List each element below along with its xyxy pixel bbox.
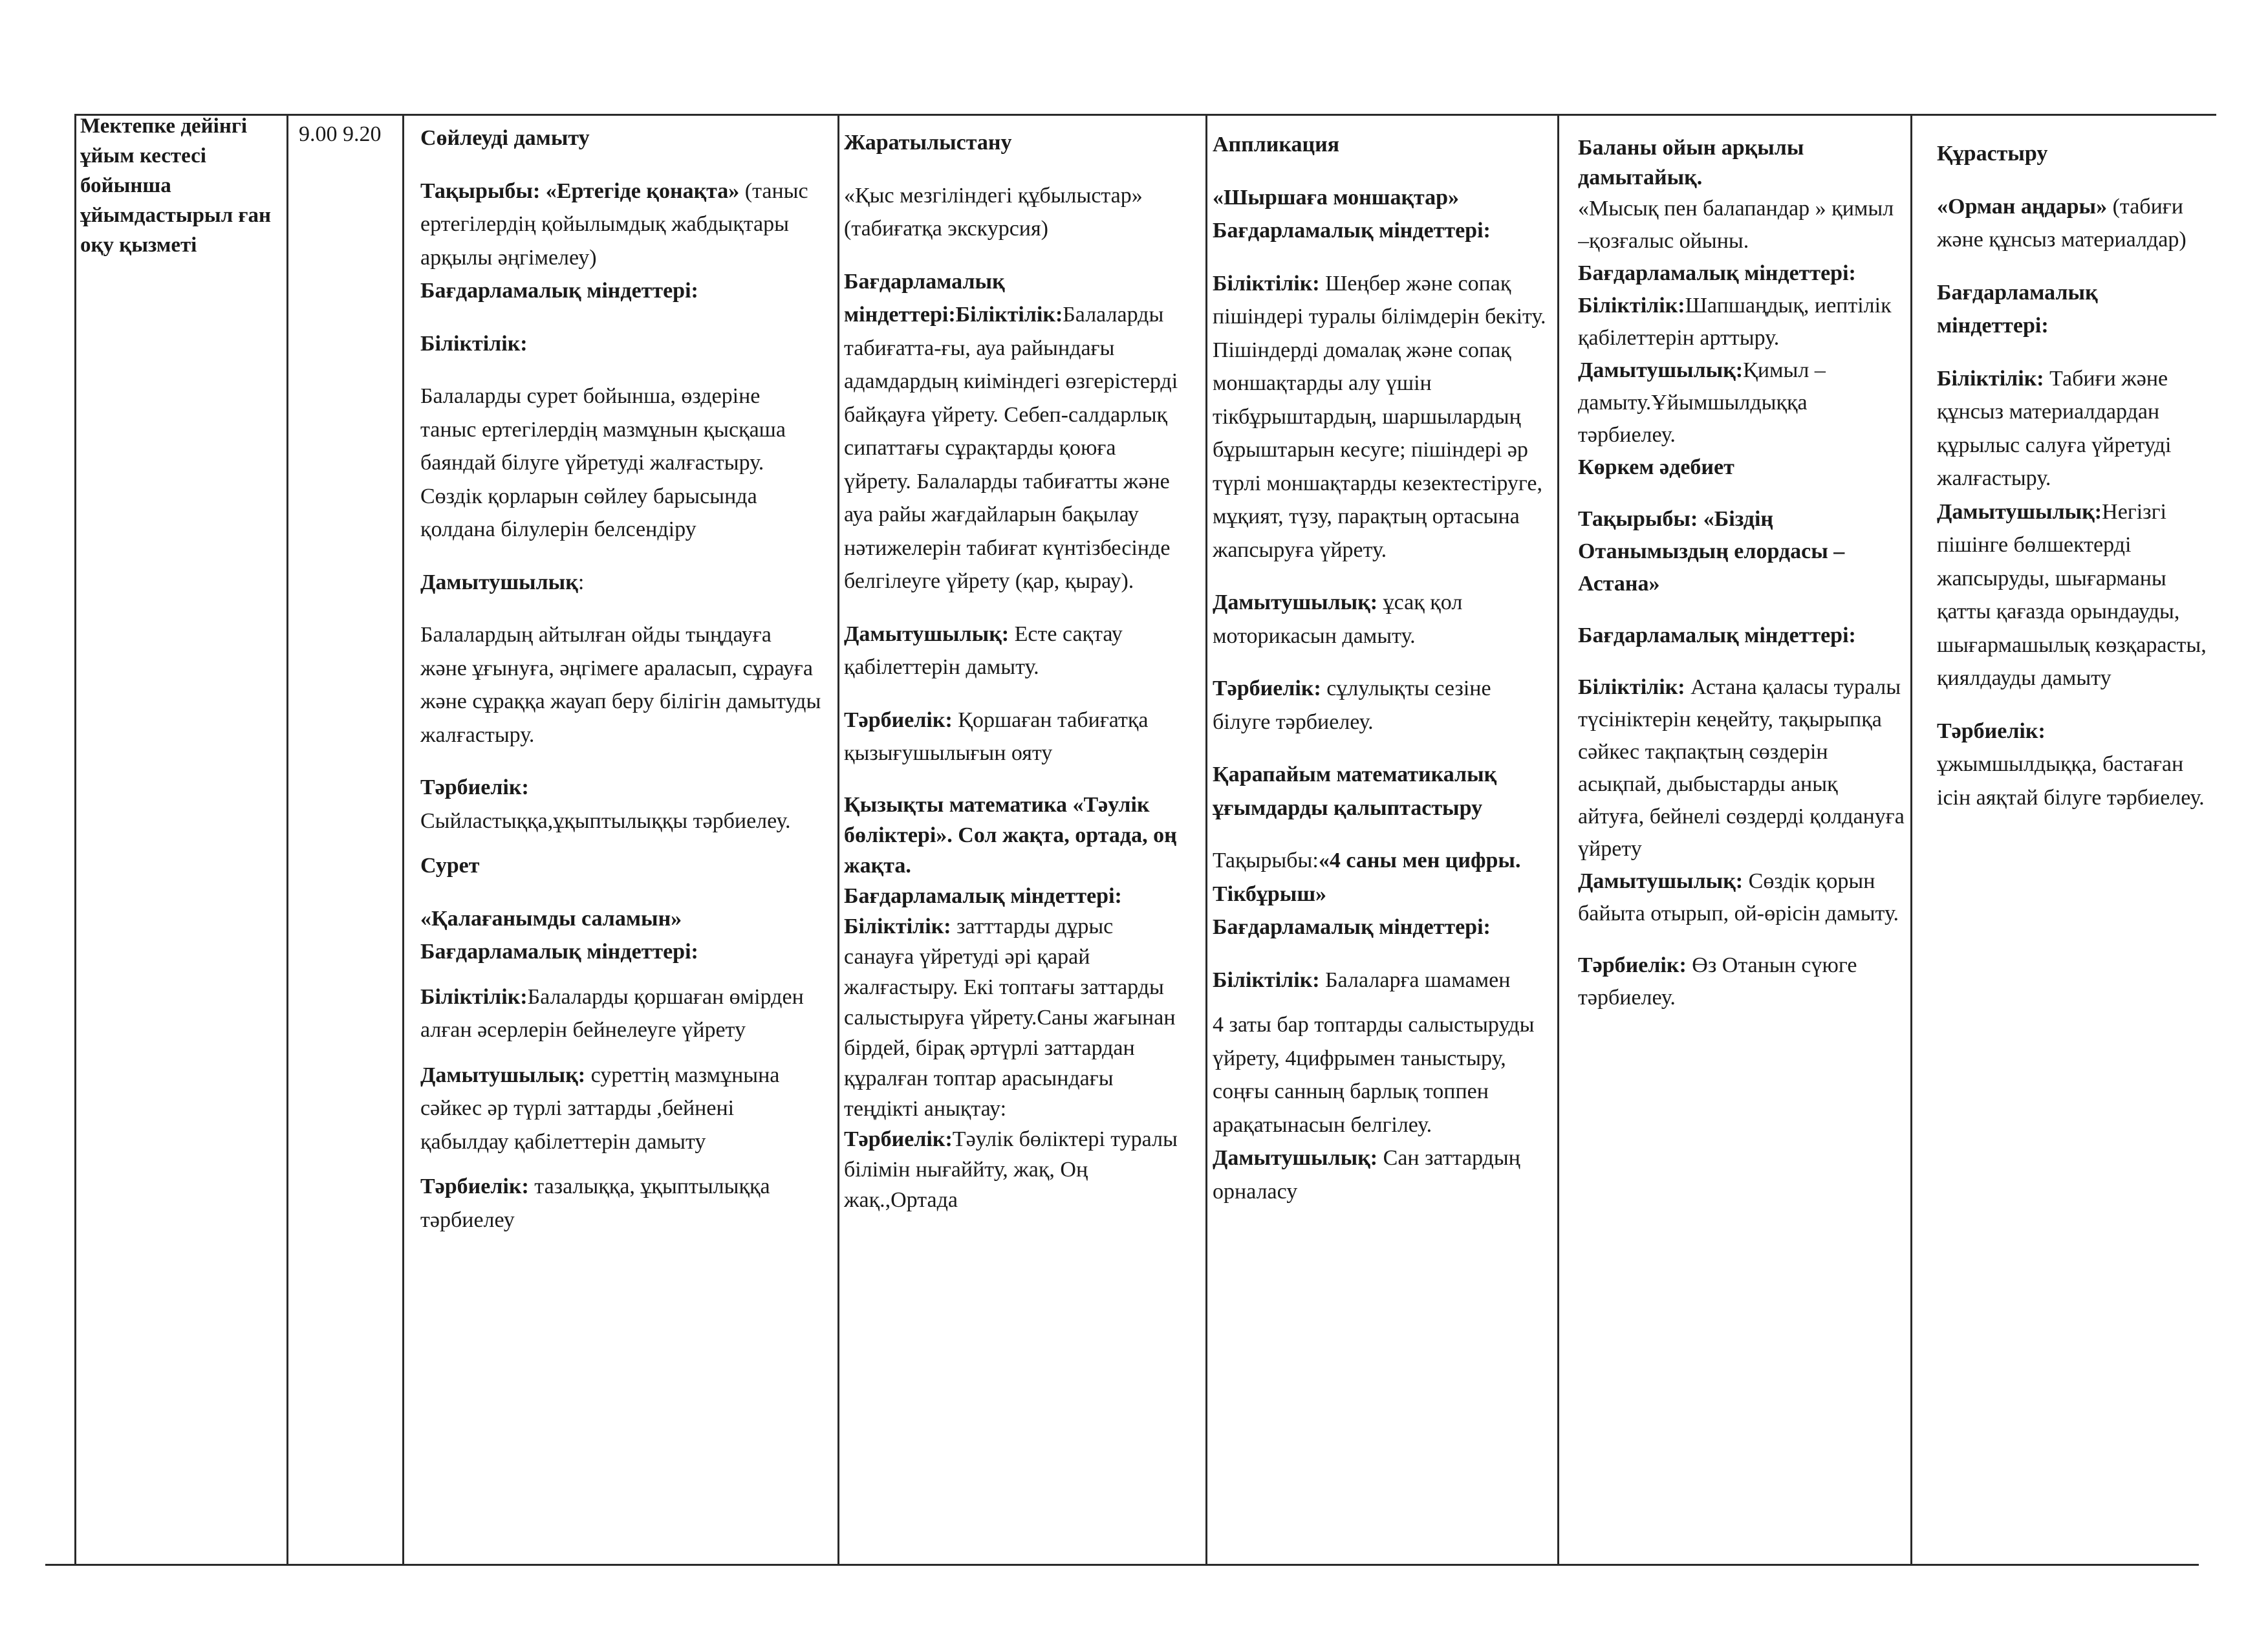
column-divider: [286, 114, 288, 1565]
edu-2-label: Тәрбиелік:: [1578, 953, 1687, 977]
column-divider: [1557, 114, 1559, 1565]
topic-2-label: Тақырыбы:: [1213, 849, 1319, 872]
time-cell: [299, 118, 402, 151]
knowledge-label: Біліктілік:: [420, 331, 528, 356]
edu-paragraph: [1213, 672, 1549, 739]
dev-paragraph: [1213, 586, 1549, 653]
topic-text: (табиғи және құнсыз материалдар): [1937, 194, 2187, 252]
tasks-heading-2: Бағдарламалық міндеттері:: [1213, 915, 1491, 939]
row-header-cell: [80, 111, 279, 260]
edu-text: Сыйластыққа,ұқыптылыққы тәрбиелеу.: [420, 808, 791, 833]
tasks-heading: Бағдарламалық міндеттері:: [1213, 219, 1491, 243]
knowledge-2-paragraph: [1578, 671, 1905, 865]
column-divider: [1205, 114, 1207, 1565]
knowledge-2-text: Астана қаласы туралы түсініктерін кеңейту, тақырыпқа сәйкес тақпақтың сөздерін асықпай, дыбыстарды анық айтуға, бейнелі сөздерді қолдануға үйрету: [1578, 675, 1905, 861]
topic-text: «Қыс мезгіліндегі құбылыстар» (табиғатқа экскурсия): [844, 183, 1143, 241]
game-text: «Мысық пен балапандар » қимыл –қозғалыс ойыны.: [1578, 197, 1894, 253]
edu-2-text: Тәулік бөліктері туралы білімін нығаййту, жақ, Оң жақ.,Ортада: [844, 1127, 1178, 1212]
lesson-cell-speech: [420, 122, 821, 1237]
topic-2: Тақырыбы: «Біздің Отанымыздың елордасы – Астана»: [1578, 507, 1845, 596]
topic-text: (таныс ертегілердің қойылымдық жабдықтары арқылы әңгімелеу): [420, 179, 808, 270]
tasks-heading: Бағдарламалық міндеттері:: [1578, 261, 1856, 285]
edu-2-text: тазалыққа, ұқыптылыққа тәрбиелеу: [420, 1175, 770, 1232]
dev-label: Дамытушылық: [420, 570, 578, 594]
knowledge-2-text: Балаларға шамамен: [1319, 968, 1511, 992]
knowledge-paragraph: [1937, 362, 2209, 495]
knowledge-text: Табиғи және құнсыз материалдардан құрылыс салуға үйретуді жалғастыру.: [1937, 366, 2172, 490]
tasks-label: Бағдарламалық міндеттері:Біліктілік:: [844, 269, 1063, 327]
knowledge-2-text: Балаларды қоршаған өмірден алған әсерлерін бейнелеуге үйрету: [420, 984, 804, 1042]
dev-label: Дамытушылық:: [844, 622, 1010, 646]
subject-title: Баланы ойын арқылы дамытайық.: [1578, 136, 1804, 189]
edu-text: сұлулықты сезіне білуге тәрбиелеу.: [1213, 677, 1491, 734]
lesson-cell-applique: [1213, 128, 1549, 1208]
dev-label: Дамытушылық:: [1937, 499, 2102, 524]
tasks-heading: Бағдарламалық міндеттері:: [1937, 280, 2098, 338]
dev-2-paragraph: [1578, 865, 1905, 930]
lesson-cell-play-literature: [1578, 133, 1905, 1014]
subject-title-2: Қарапайым математикалық ұғымдарды қалыптастыру: [1213, 763, 1497, 820]
knowledge-2-label: Біліктілік:: [1213, 968, 1320, 992]
knowledge-2-label: Біліктілік:: [1578, 675, 1685, 699]
dev-2-text: Сөздік қорын байыта отырып, ой-өрісін дамыту.: [1578, 869, 1899, 926]
subject-title: Құрастыру: [1937, 142, 2048, 166]
knowledge-2-label: Біліктілік:: [420, 984, 528, 1009]
column-divider: [837, 114, 839, 1565]
knowledge-label: Біліктілік:: [1213, 271, 1320, 296]
dev-2-label: Дамытушылық:: [1578, 869, 1744, 893]
tasks-heading-2: Бағдарламалық міндеттері:: [1578, 623, 1856, 647]
dev-text: Негізгі пішінге бөлшектерді жапсыруды, шығарманы қатты қағазда орындауды, шығармашылық көзқарасты, қиялдауды дамыту: [1937, 499, 2207, 690]
knowledge-paragraph: [1213, 267, 1549, 567]
lesson-cell-nature: [844, 126, 1180, 1215]
subject-title-2: Сурет: [420, 854, 480, 878]
edu-text: Қоршаған табиғатқа қызығушылығын ояту: [844, 708, 1149, 765]
subject-title: Жаратылыстану: [844, 131, 1012, 155]
subject-title-2: Көркем әдебиет: [1578, 455, 1734, 479]
dev-text: Есте сақтау қабілеттерін дамыту.: [844, 622, 1123, 679]
edu-label: Тәрбиелік:: [420, 775, 529, 799]
topic-paragraph: [420, 175, 821, 275]
subject-title: Аппликация: [1213, 133, 1340, 157]
topic-text: «Шыршаға моншақтар»: [1213, 185, 1460, 210]
knowledge-2-paragraph: [1213, 964, 1549, 997]
dev-text: ұсақ қол моторикасын дамыту.: [1213, 590, 1463, 648]
topic-label: Тақырыбы: «Ертегіде қонақта»: [420, 179, 740, 203]
dev-2-paragraph: [1213, 1142, 1549, 1208]
dev-2-text: суреттің мазмұнына сәйкес әр түрлі заттарды ,бейнені қабылдау қабілеттерін дамыту: [420, 1063, 780, 1154]
topic-2-text: «4 саны мен цифры. Тікбұрыш»: [1213, 849, 1521, 906]
edu-2-paragraph: [1578, 949, 1905, 1014]
time-text: 9.00 9.20: [299, 122, 382, 146]
table-bottom-border: [45, 1564, 2199, 1566]
dev-2-label: Дамытушылық:: [420, 1063, 586, 1087]
subject-title: Сөйлеуді дамыту: [420, 126, 590, 150]
dev-text: Балалардың айтылған ойды тыңдауға және ұғынуға, әңгімеге араласып, сұрауға және сұраққа жауап беру білігін дамытуды жалғастыру.: [420, 623, 821, 747]
tasks-text: Балаларды табиғатта-ғы, ауа райындағы адамдардың киіміндегі өзгерістерді байқауға үйрету. Себеп-салдарлық сипаттағы сұрақтарды қоюға үйрету. Балаларды табиғатты және ауа райы жағдайларын бақылау нәтижелерін табиғат күнтізбесінде белгілеуге үйрету (қар, қырау).: [844, 303, 1178, 593]
knowledge-text: Шапшаңдық, иептілік қабілеттерін арттыру.: [1578, 294, 1892, 350]
dev-paragraph: [420, 566, 821, 600]
dev-paragraph: [1937, 495, 2209, 695]
topic-label: «Орман аңдары»: [1937, 194, 2108, 219]
column-divider: [74, 114, 76, 1565]
dev-2-text: Сан заттардың орналасу: [1213, 1146, 1520, 1204]
knowledge-label: Біліктілік:: [1578, 294, 1685, 318]
edu-label: Тәрбиелік:: [1213, 677, 1321, 700]
edu-2-text: Өз Отанын сүюге тәрбиелеу.: [1578, 953, 1857, 1010]
row-header-text: Мектепке дейінгі ұйым кестесі бойынша ұйымдастырыл ған оқу қызметі: [80, 114, 271, 257]
dev-paragraph: [1578, 354, 1905, 451]
edu-2-label: Тәрбиелік:: [420, 1175, 529, 1198]
dev-2-label: Дамытушылық:: [1213, 1146, 1378, 1170]
edu-label: Тәрбиелік:: [1937, 719, 2046, 743]
tasks-heading-2: Бағдарламалық міндеттері:: [420, 940, 698, 964]
tasks-paragraph: [844, 265, 1180, 598]
table-top-border: [74, 114, 2216, 116]
knowledge-2-text: затттарды дұрыс санауға үйретуді әрі қарай жалғастыру. Екі топтағы заттарды салыстыруға үйрету.Саны жағынан бірдей, бірақ әртүрлі заттардан құралған топтар арасындағы теңдікті анықтау:: [844, 914, 1176, 1121]
edu-paragraph: [844, 704, 1180, 770]
dev-label: Дамытушылық:: [1213, 590, 1378, 614]
lesson-cell-construction: [1937, 137, 2209, 814]
dev-text: Қимыл – дамыту.Ұйымшылдыққа тәрбиелеу.: [1578, 358, 1826, 447]
dev-colon: :: [578, 570, 585, 594]
dev-2-paragraph: [420, 1059, 821, 1159]
tasks-heading-2: Бағдарламалық міндеттері:: [844, 883, 1122, 908]
knowledge-label: Біліктілік:: [1937, 366, 2044, 391]
subject-title-2: Қызықты математика «Тәулік бөліктері». Сол жақта, ортада, оң жақта.: [844, 792, 1177, 878]
topic-paragraph: [1937, 190, 2209, 257]
column-divider: [1910, 114, 1912, 1565]
edu-2-paragraph: [844, 1124, 1180, 1215]
column-divider: [402, 114, 404, 1565]
edu-2-label: Тәрбиелік:: [844, 1127, 953, 1151]
dev-paragraph: [844, 618, 1180, 684]
topic-2: «Қалағанымды саламын»: [420, 906, 682, 931]
knowledge-text: Балаларды сурет бойынша, өздеріне таныс ертегілердің мазмұнын қысқаша баяндай білуге үйретуді жалғастыру. Сөздік қорларын сөйлеу барысында қолдана білулерін белсендіру: [420, 384, 786, 541]
edu-text: ұжымшылдыққа, бастаған ісін аяқтай білуге тәрбиелеу.: [1937, 752, 2205, 810]
knowledge-text: Шеңбер және сопақ пішіндері туралы білімдерін бекіту. Пішіндерді домалақ және сопақ моншақтарды алу үшін тікбұрыштардың, шаршылардың бұрыштарын кесуге; пішіндері әр түрлі моншақтарды кезектестіруге, мұқият, түзу, парақтың ортасына жапсыруға үйрету.: [1213, 271, 1546, 562]
knowledge-2-paragraph: [844, 911, 1180, 1124]
knowledge-paragraph: [1578, 290, 1905, 354]
edu-2-paragraph: [420, 1170, 821, 1237]
dev-label: Дамытушылық:: [1578, 358, 1744, 382]
knowledge-2-more: 4 заты бар топтарды салыстыруды үйрету, 4цифрымен таныстыру, соңғы санның барлық топпен арақатынасын белгілеу.: [1213, 1013, 1535, 1137]
edu-label: Тәрбиелік:: [844, 708, 953, 732]
knowledge-2-label: Біліктілік:: [844, 914, 951, 938]
topic-2-paragraph: [1213, 844, 1549, 911]
knowledge-2-paragraph: [420, 980, 821, 1047]
tasks-heading: Бағдарламалық міндеттері:: [420, 279, 698, 303]
